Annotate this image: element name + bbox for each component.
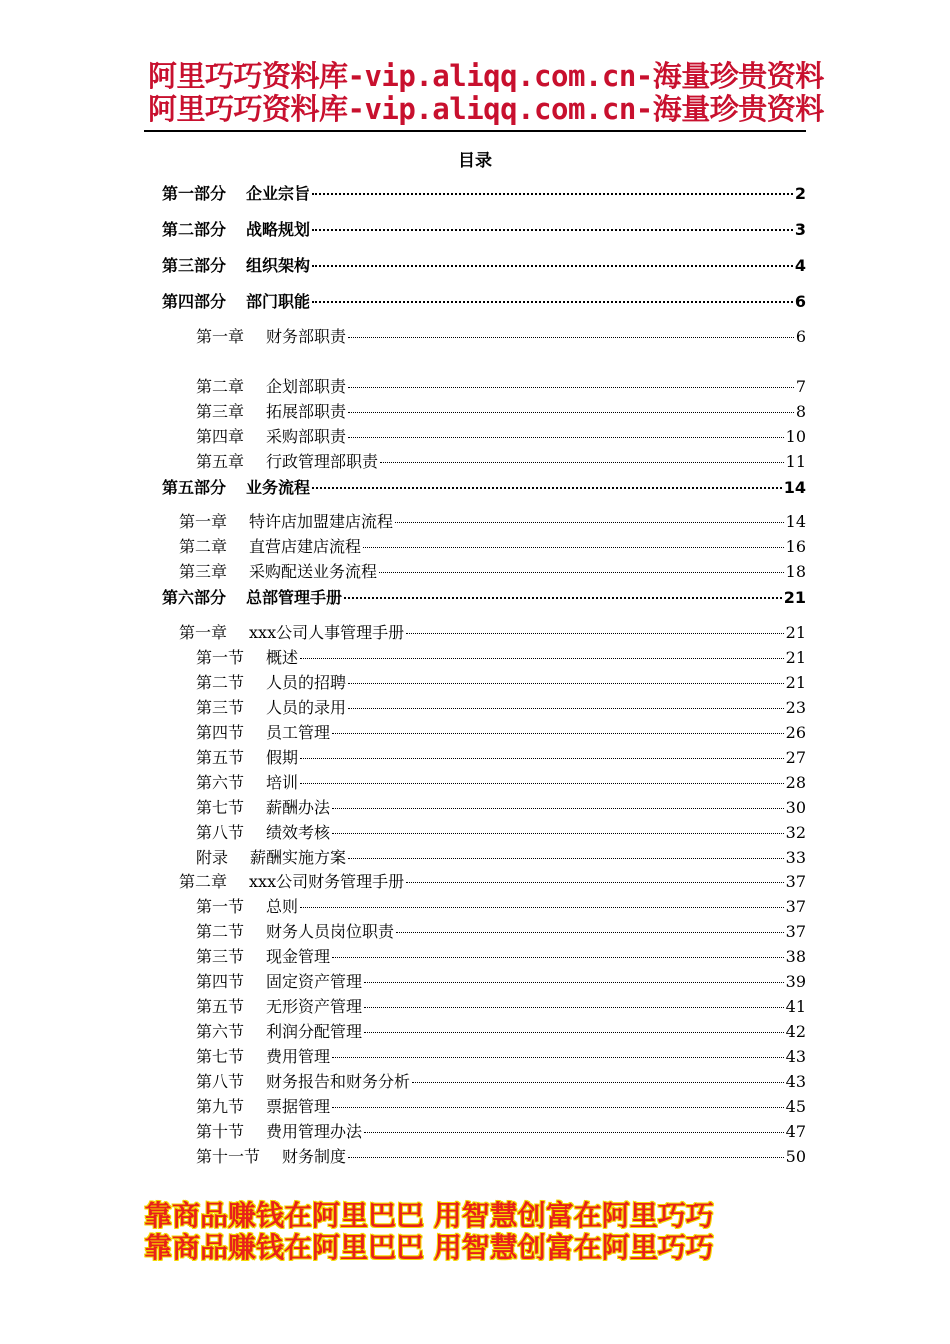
toc-entry-number: 第七节 <box>196 798 245 817</box>
toc-entry-number: 第三节 <box>196 947 245 966</box>
dot-leader <box>412 1082 784 1083</box>
toc-entry-title: 员工管理 <box>266 723 331 742</box>
toc-entry-page: 3 <box>794 220 806 239</box>
dot-leader <box>348 858 784 859</box>
toc-entry-title: 现金管理 <box>266 947 331 966</box>
dot-leader <box>332 808 784 809</box>
toc-entry-page: 50 <box>785 1147 806 1166</box>
toc-entry-page: 32 <box>785 823 806 842</box>
toc-entry-title: 绩效考核 <box>266 823 331 842</box>
toc-entry-title: 拓展部职责 <box>266 402 347 421</box>
toc-entry-number: 第四节 <box>196 972 245 991</box>
dot-leader <box>312 487 782 489</box>
dot-leader <box>300 907 784 908</box>
toc-entry-title: 固定资产管理 <box>266 972 363 991</box>
toc-entry-page: 14 <box>785 512 806 531</box>
dot-leader <box>332 957 784 958</box>
toc-entry-title: 票据管理 <box>266 1097 331 1116</box>
toc-entry-number: 第二部分 <box>162 220 227 239</box>
dot-leader <box>348 387 794 388</box>
dot-leader <box>348 337 794 338</box>
toc-entry-title: 假期 <box>266 748 299 767</box>
toc-entry-page: 8 <box>795 402 806 421</box>
toc-entry-number: 第一节 <box>196 648 245 667</box>
toc-entry-number: 第八节 <box>196 823 245 842</box>
toc-entry-title: 组织架构 <box>246 256 311 275</box>
toc-entry-number: 第十一节 <box>196 1147 261 1166</box>
toc-entry-title: xxx公司财务管理手册 <box>249 872 405 891</box>
dot-leader <box>363 547 784 548</box>
toc-entry-title: 费用管理办法 <box>266 1122 363 1141</box>
toc-entry-number: 第三部分 <box>162 256 227 275</box>
toc-entry-title: 采购配送业务流程 <box>249 562 378 581</box>
toc-entry-page: 16 <box>785 537 806 556</box>
toc-sub-entry[interactable] <box>196 995 806 1019</box>
toc-entry-title: 薪酬办法 <box>266 798 331 817</box>
toc-part-entry[interactable] <box>162 586 806 610</box>
toc-entry-page: 41 <box>785 997 806 1016</box>
banner-line-1: 阿里巧巧资料库-vip.aliqq.com.cn-海量珍贵资料 <box>148 59 824 93</box>
toc-sub-entry[interactable] <box>196 1120 806 1144</box>
dot-leader <box>332 833 784 834</box>
toc-sub-entry[interactable] <box>196 1045 806 1069</box>
toc-part-entry[interactable] <box>162 476 806 500</box>
toc-entry-number: 第五节 <box>196 748 245 767</box>
toc-entry-number: 第五章 <box>196 452 245 471</box>
dot-leader <box>406 633 784 634</box>
dot-leader <box>396 932 784 933</box>
toc-sub-entry[interactable] <box>196 721 806 745</box>
dot-leader <box>300 783 784 784</box>
toc-entry-page: 11 <box>785 452 806 471</box>
toc-entry-page: 4 <box>794 256 806 275</box>
toc-entry-title: 战略规划 <box>246 220 311 239</box>
toc-entry-number: 第四章 <box>196 427 245 446</box>
dot-leader <box>332 1057 784 1058</box>
toc-entry-title: 人员的招聘 <box>266 673 347 692</box>
toc-entry-number: 第二节 <box>196 673 245 692</box>
toc-entry-number: 第六部分 <box>162 588 227 607</box>
toc-sub-entry[interactable] <box>196 895 806 919</box>
toc-sub-entry[interactable] <box>196 1095 806 1119</box>
toc-entry-title: 总部管理手册 <box>246 588 343 607</box>
toc-entry-number: 第一章 <box>179 623 228 642</box>
dot-leader <box>348 412 794 413</box>
toc-sub-entry[interactable] <box>196 425 806 449</box>
toc-entry-page: 33 <box>785 848 806 867</box>
toc-part-entry[interactable] <box>162 218 806 242</box>
dot-leader <box>300 758 784 759</box>
toc-entry-number: 第一节 <box>196 897 245 916</box>
toc-entry-number: 第二章 <box>179 537 228 556</box>
dot-leader <box>379 572 784 573</box>
dot-leader <box>348 437 784 438</box>
toc-entry-page: 7 <box>795 377 806 396</box>
toc-entry-title: 财务制度 <box>282 1147 347 1166</box>
toc-entry-number: 第六节 <box>196 1022 245 1041</box>
toc-entry-title: 直营店建店流程 <box>249 537 362 556</box>
toc-entry-title: xxx公司人事管理手册 <box>249 623 405 642</box>
toc-sub-entry[interactable] <box>196 400 806 424</box>
slogan-line-1: 靠商品赚钱在阿里巴巴 用智慧创富在阿里巧巧 <box>144 1199 714 1232</box>
toc-sub-entry[interactable] <box>196 671 806 695</box>
toc-entry-page: 47 <box>785 1122 806 1141</box>
toc-entry-page: 18 <box>785 562 806 581</box>
toc-entry-number: 第二章 <box>179 872 228 891</box>
dot-leader <box>406 882 784 883</box>
toc-entry-page: 30 <box>785 798 806 817</box>
toc-entry-page: 10 <box>785 427 806 446</box>
toc-sub-entry[interactable] <box>196 696 806 720</box>
toc-entry-title: 利润分配管理 <box>266 1022 363 1041</box>
toc-entry-number: 第四部分 <box>162 292 227 311</box>
banner-line-2: 阿里巧巧资料库-vip.aliqq.com.cn-海量珍贵资料 <box>148 92 824 126</box>
toc-entry-title: 企划部职责 <box>266 377 347 396</box>
toc-entry-number: 第三章 <box>196 402 245 421</box>
toc-entry-number: 第五节 <box>196 997 245 1016</box>
dot-leader <box>300 658 784 659</box>
toc-entry-number: 第六节 <box>196 773 245 792</box>
toc-entry-page: 37 <box>785 922 806 941</box>
toc-entry-number: 第三节 <box>196 698 245 717</box>
toc-entry-title: 总则 <box>266 897 299 916</box>
dot-leader <box>344 597 782 599</box>
dot-leader <box>332 733 784 734</box>
toc-sub-entry[interactable] <box>196 1020 806 1044</box>
toc-part-entry[interactable] <box>162 290 806 314</box>
dot-leader <box>312 265 793 267</box>
toc-entry-page: 45 <box>785 1097 806 1116</box>
toc-entry-page: 21 <box>785 648 806 667</box>
toc-sub-entry[interactable] <box>196 375 806 399</box>
toc-entry-title: 财务部职责 <box>266 327 347 346</box>
dot-leader <box>312 229 793 231</box>
toc-entry-title: 采购部职责 <box>266 427 347 446</box>
toc-part-entry[interactable] <box>162 182 806 206</box>
slogan-line-2: 靠商品赚钱在阿里巴巴 用智慧创富在阿里巧巧 <box>144 1231 714 1264</box>
dot-leader <box>395 522 784 523</box>
toc-entry-page: 26 <box>785 723 806 742</box>
toc-sub-entry[interactable] <box>179 870 806 894</box>
toc-entry-page: 6 <box>795 327 806 346</box>
dot-leader <box>380 462 784 463</box>
toc-entry-page: 21 <box>783 588 806 607</box>
toc-entry-title: 财务报告和财务分析 <box>266 1072 411 1091</box>
toc-sub-entry[interactable] <box>196 1145 806 1169</box>
toc-entry-number: 第二章 <box>196 377 245 396</box>
toc-entry-page: 6 <box>794 292 806 311</box>
toc-entry-title: 无形资产管理 <box>266 997 363 1016</box>
header-banner <box>148 59 824 126</box>
toc-entry-page: 43 <box>785 1047 806 1066</box>
toc-entry-number: 第四节 <box>196 723 245 742</box>
toc-entry-page: 21 <box>785 623 806 642</box>
toc-entry-title: 财务人员岗位职责 <box>266 922 395 941</box>
toc-entry-title: 企业宗旨 <box>246 184 311 203</box>
dot-leader <box>364 1007 784 1008</box>
toc-entry-number: 第七节 <box>196 1047 245 1066</box>
toc-entry-number: 第一部分 <box>162 184 227 203</box>
toc-sub-entry[interactable] <box>196 771 806 795</box>
toc-entry-page: 42 <box>785 1022 806 1041</box>
toc-entry-number: 第一章 <box>179 512 228 531</box>
toc-entry-page: 37 <box>785 872 806 891</box>
toc-entry-number: 第一章 <box>196 327 245 346</box>
toc-entry-page: 23 <box>785 698 806 717</box>
toc-entry-page: 28 <box>785 773 806 792</box>
footer-slogan <box>144 1200 794 1264</box>
dot-leader <box>364 1132 784 1133</box>
header-rule <box>144 130 806 132</box>
toc-sub-entry[interactable] <box>196 821 806 845</box>
dot-leader <box>348 1157 784 1158</box>
toc-entry-page: 39 <box>785 972 806 991</box>
toc-entry-number: 第二节 <box>196 922 245 941</box>
toc-sub-entry[interactable] <box>196 325 806 349</box>
toc-sub-entry[interactable] <box>179 510 806 534</box>
dot-leader <box>312 193 793 195</box>
toc-entry-title: 薪酬实施方案 <box>250 848 347 867</box>
toc-sub-entry[interactable] <box>196 970 806 994</box>
toc-entry-title: 业务流程 <box>246 478 311 497</box>
toc-entry-page: 21 <box>785 673 806 692</box>
toc-entry-title: 培训 <box>266 773 299 792</box>
toc-sub-entry[interactable] <box>196 846 806 870</box>
dot-leader <box>332 1107 784 1108</box>
toc-title: 目录 <box>458 151 492 171</box>
toc-entry-page: 27 <box>785 748 806 767</box>
toc-entry-number: 附录 <box>196 848 229 867</box>
dot-leader <box>348 708 784 709</box>
toc-sub-entry[interactable] <box>179 621 806 645</box>
toc-part-entry[interactable] <box>162 254 806 278</box>
toc-entry-page: 43 <box>785 1072 806 1091</box>
toc-sub-entry[interactable] <box>196 945 806 969</box>
dot-leader <box>312 301 793 303</box>
toc-sub-entry[interactable] <box>196 920 806 944</box>
toc-entry-number: 第八节 <box>196 1072 245 1091</box>
toc-entry-title: 部门职能 <box>246 292 311 311</box>
toc-entry-page: 37 <box>785 897 806 916</box>
toc-sub-entry[interactable] <box>196 646 806 670</box>
toc-sub-entry[interactable] <box>196 1070 806 1094</box>
dot-leader <box>348 683 784 684</box>
toc-entry-title: 概述 <box>266 648 299 667</box>
dot-leader <box>364 982 784 983</box>
toc-entry-number: 第九节 <box>196 1097 245 1116</box>
toc-entry-title: 人员的录用 <box>266 698 347 717</box>
toc-entry-title: 费用管理 <box>266 1047 331 1066</box>
toc-sub-entry[interactable] <box>179 535 806 559</box>
toc-entry-page: 14 <box>783 478 806 497</box>
dot-leader <box>364 1032 784 1033</box>
toc-entry-number: 第十节 <box>196 1122 245 1141</box>
toc-sub-entry[interactable] <box>196 796 806 820</box>
toc-entry-title: 行政管理部职责 <box>266 452 379 471</box>
toc-entry-page: 38 <box>785 947 806 966</box>
toc-sub-entry[interactable] <box>196 746 806 770</box>
toc-entry-title: 特许店加盟建店流程 <box>249 512 394 531</box>
toc-entry-number: 第五部分 <box>162 478 227 497</box>
toc-sub-entry[interactable] <box>196 450 806 474</box>
toc-entry-number: 第三章 <box>179 562 228 581</box>
toc-sub-entry[interactable] <box>179 560 806 584</box>
toc-entry-page: 2 <box>794 184 806 203</box>
